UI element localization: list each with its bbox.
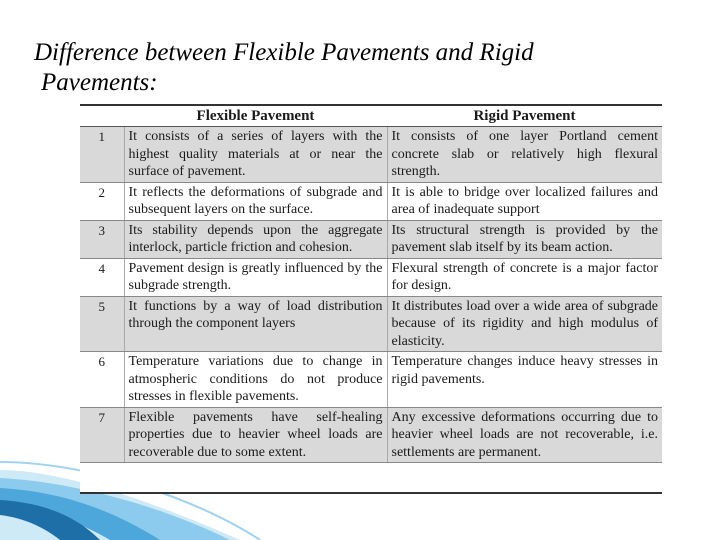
rigid-pavement-cell: Temperature changes induce heavy stresses in rigid pavements. [387, 352, 662, 408]
row-number-cell: 6 [80, 352, 124, 408]
rigid-pavement-cell: Its structural strength is provided by the pavement slab itself by its beam action. [387, 220, 662, 258]
rigid-pavement-cell: It distributes load over a wide area of subgrade because of its rigidity and high modulus of elasticity. [387, 296, 662, 352]
flexible-pavement-cell: Temperature variations due to change in atmospheric conditions do not produce stresses in flexible pavements. [124, 352, 387, 408]
flexible-pavement-cell: It consists of a series of layers with the highest quality materials at or near the surface of pavement. [124, 127, 387, 183]
flexible-pavement-cell: Its stability depends upon the aggregate interlock, particle friction and cohesion. [124, 220, 387, 258]
table-row [80, 296, 662, 352]
header-number [80, 106, 124, 127]
row-number-cell: 5 [80, 296, 124, 352]
rigid-pavement-cell: It consists of one layer Portland cement concrete slab or relatively high flexural strength. [387, 127, 662, 183]
flexible-pavement-cell: Pavement design is greatly influenced by the subgrade strength. [124, 258, 387, 296]
header-rigid-pavement: Rigid Pavement [387, 106, 662, 127]
table-header-row [80, 106, 662, 127]
row-number-cell: 3 [80, 220, 124, 258]
table-row [80, 220, 662, 258]
flexible-pavement-cell: Flexible pavements have self-healing properties due to heavier wheel loads are recoverable due to some extent. [124, 407, 387, 463]
slide-title [34, 38, 674, 98]
comparison-table [80, 106, 662, 463]
table-row [80, 258, 662, 296]
slide-title-line-1: Difference between Flexible Pavements and Rigid [34, 39, 534, 66]
table-row [80, 182, 662, 220]
table-row [80, 127, 662, 183]
comparison-table-container [80, 104, 662, 494]
rigid-pavement-cell: It is able to bridge over localized failures and area of inadequate support [387, 182, 662, 220]
row-number-cell: 2 [80, 182, 124, 220]
row-number-cell: 7 [80, 407, 124, 463]
slide-title-line-2: Pavements: [41, 69, 158, 96]
table-body [80, 127, 662, 463]
rigid-pavement-cell: Any excessive deformations occurring due to heavier wheel loads are not recoverable, i.e. settlements are permanent. [387, 407, 662, 463]
flexible-pavement-cell: It reflects the deformations of subgrade and subsequent layers on the surface. [124, 182, 387, 220]
header-flexible-pavement: Flexible Pavement [124, 106, 387, 127]
flexible-pavement-cell: It functions by a way of load distribution through the component layers [124, 296, 387, 352]
row-number-cell: 4 [80, 258, 124, 296]
table-row [80, 407, 662, 463]
rigid-pavement-cell: Flexural strength of concrete is a major factor for design. [387, 258, 662, 296]
table-row [80, 352, 662, 408]
row-number-cell: 1 [80, 127, 124, 183]
